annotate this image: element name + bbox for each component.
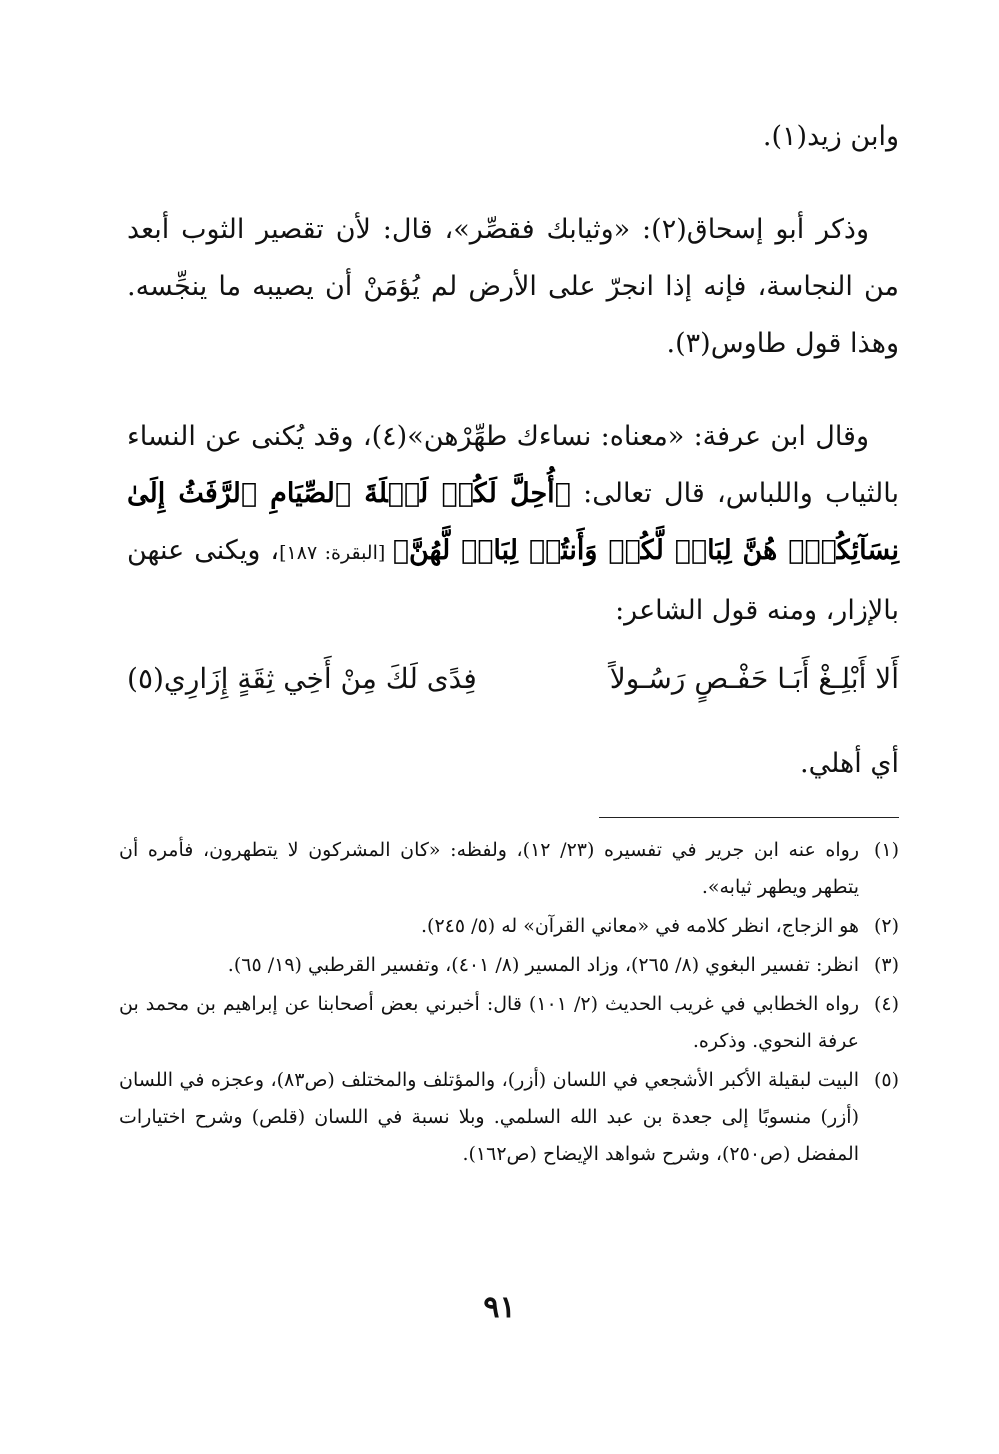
footnote-item xyxy=(119,908,899,945)
footnote-item xyxy=(119,947,899,984)
paragraph-2-text: وذكر أبو إسحاق(٢): «وثيابك فقصِّر»، قال: لأن تقصير الثوب أبعد من النجاسة، فإنه إذا انجرّ على الأرض لم يُؤمَنْ أن يصيبه ما ينجِّسه. وهذا قول طاوس(٣). xyxy=(127,214,899,359)
poem-verse xyxy=(127,649,899,709)
quran-verse: ﴿أُحِلَّ لَكُمۡ لَيۡلَةَ ٱلصِّيَامِ ٱلرَّفَثُ إِلَىٰ نِسَآئِكُمۡۚ هُنَّ لِبَاسٞ لَّكُمۡ وَأَنتُمۡ لِبَاسٞ لَّهُنَّ﴾ xyxy=(127,478,899,566)
footnote-text: رواه عنه ابن جرير في تفسيره (٢٣/ ١٢)، ولفظه: «كان المشركون لا يتطهرون، فأمره أن يتطهر ويطهر ثيابه». xyxy=(119,839,859,898)
footnote-number: (٣) xyxy=(873,954,899,976)
footnote-number: (١) xyxy=(873,839,899,861)
footnote-number: (٢) xyxy=(873,915,899,937)
footnote-text: البيت لبقيلة الأكبر الأشجعي في اللسان (أزر)، والمؤتلف والمختلف (ص٨٣)، وعجزه في اللسان (أزر) منسوبًا إلى جعدة بن عبد الله السلمي. وبلا نسبة في اللسان (قلص) وشرح اختيارات المفضل (ص٢٥٠)، وشرح شواهد الإيضاح (ص١٦٢). xyxy=(119,1069,859,1165)
footnote-item xyxy=(119,832,899,906)
paragraph-1-text: وابن زيد(١). xyxy=(762,121,899,152)
footnote-item xyxy=(119,1062,899,1173)
main-text xyxy=(127,108,899,792)
quran-reference: [البقرة: ١٨٧] xyxy=(279,542,393,564)
footnote-text: هو الزجاج، انظر كلامه في «معاني القرآن» له (٥/ ٢٤٥). xyxy=(421,915,859,937)
paragraph-2 xyxy=(127,201,899,372)
page-number: ٩١ xyxy=(483,1290,516,1325)
footnote-number: (٤) xyxy=(873,993,899,1015)
footnote-text: انظر: تفسير البغوي (٨/ ٢٦٥)، وزاد المسير (٨/ ٤٠١)، وتفسير القرطبي (١٩/ ٦٥). xyxy=(227,954,859,976)
paragraph-4-text: أي أهلي. xyxy=(800,748,899,779)
paragraph-3 xyxy=(127,408,899,639)
verse-first-hemistich: أَلا أَبْلِـغْ أَبَـا حَفْـصٍ رَسُـولاً xyxy=(609,662,899,695)
footnote-number: (٥) xyxy=(873,1069,899,1091)
paragraph-3-tail: ، ويكنى عنهن بالإزار، ومنه قول الشاعر: xyxy=(127,535,899,626)
paragraph-1 xyxy=(127,108,899,165)
paragraph-3-lead: وقال ابن عرفة: «معناه: نساءك طهِّرْهن»(٤)، وقد يُكنى عن النساء بالثياب واللباس، قال تعالى: xyxy=(127,421,899,509)
footnote-item xyxy=(119,986,899,1060)
footnotes xyxy=(119,832,899,1175)
footnote-separator xyxy=(599,817,899,818)
verse-second-hemistich: فِدًى لَكَ مِنْ أَخِي ثِقَةٍ إِزَارِي(٥) xyxy=(127,662,477,695)
footnote-text: رواه الخطابي في غريب الحديث (٢/ ١٠١) قال: أخبرني بعض أصحابنا عن إبراهيم بن محمد بن عرفة النحوي. وذكره. xyxy=(119,993,859,1052)
paragraph-3-text xyxy=(127,408,899,639)
